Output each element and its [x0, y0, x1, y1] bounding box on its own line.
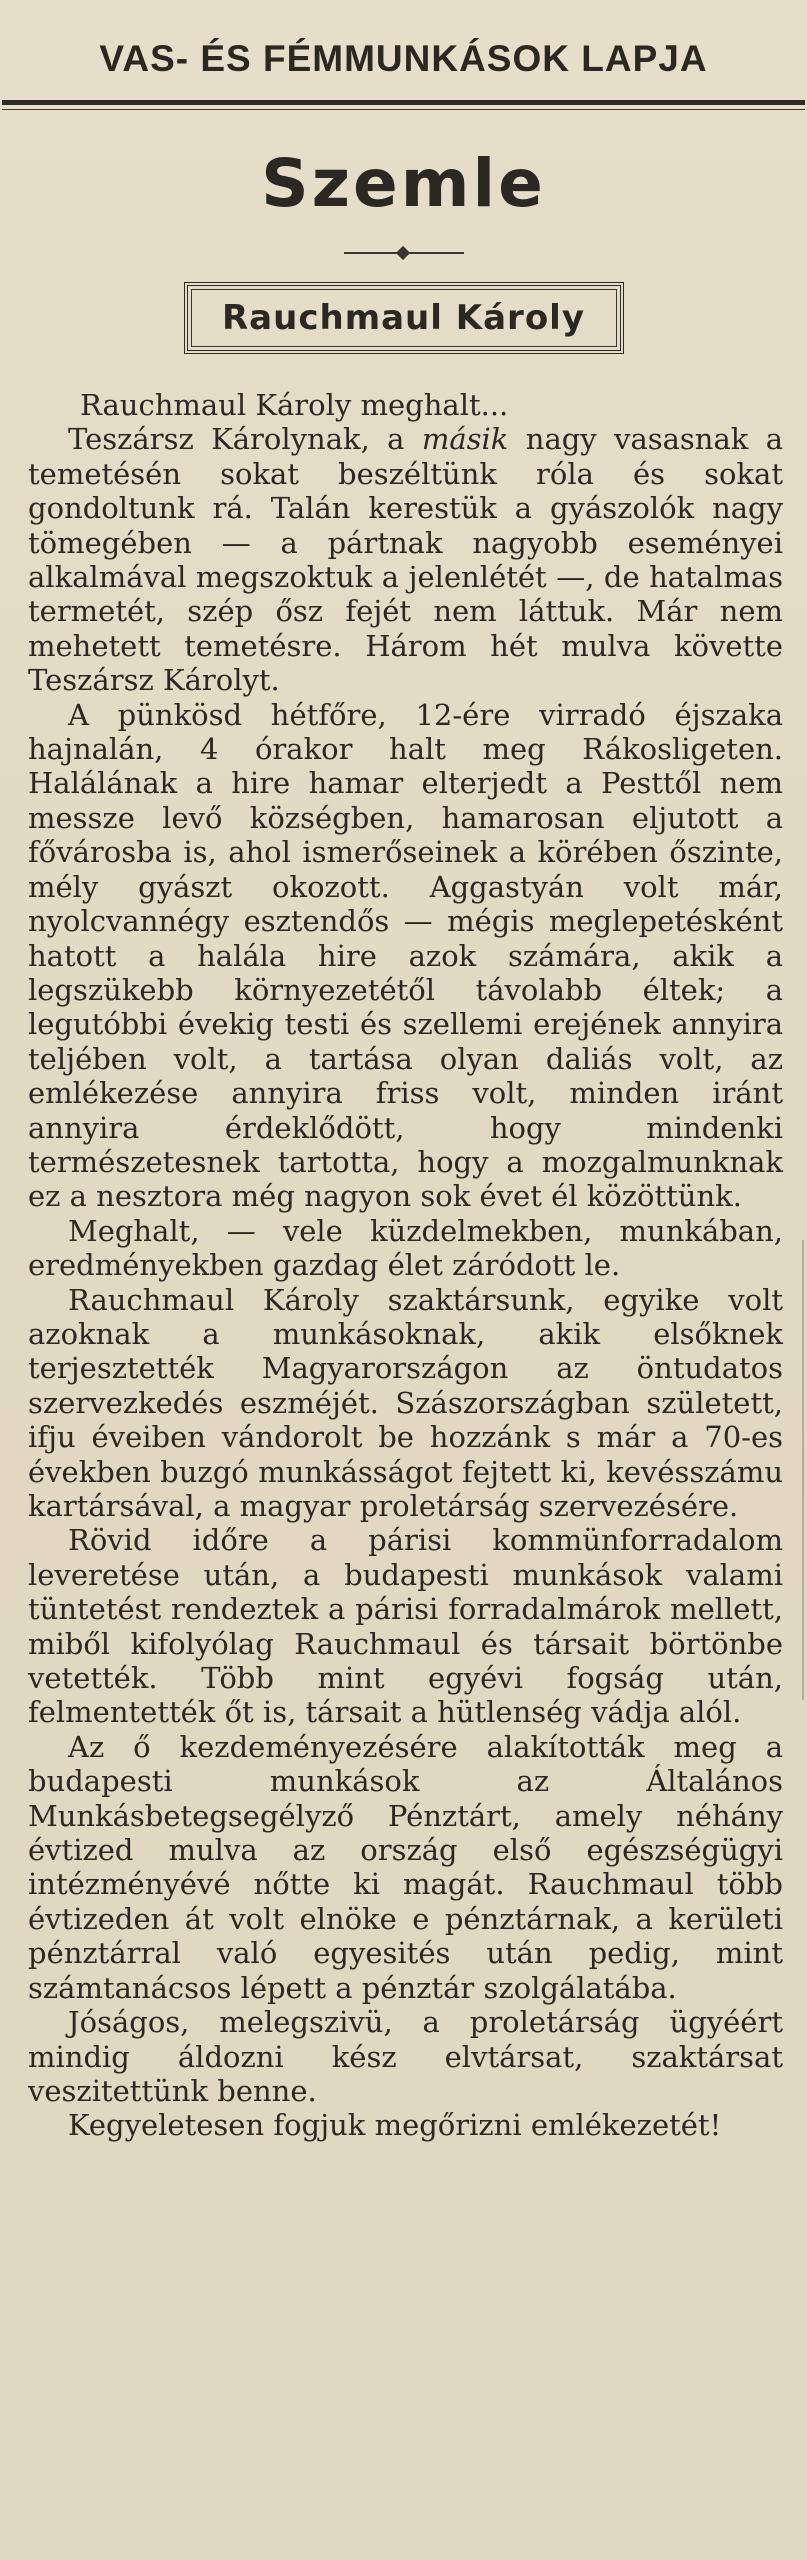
ornament-divider [344, 248, 464, 258]
masthead-title: VAS- ÉS FÉMMUNKÁSOK LAPJA [99, 38, 708, 79]
article-paragraph: Jóságos, melegszivü, a proletárság ügyéért mindig áldozni kész elvtársat, szaktársat veszitettünk benne. [28, 2005, 783, 2108]
article-paragraph: Rauchmaul Károly meghalt... [80, 388, 509, 422]
section-title: Szemle [261, 145, 546, 222]
article-paragraph: Kegyeletesen fogjuk megőrizni emlékezetét! [68, 2108, 722, 2143]
article-paragraph: Rauchmaul Károly szaktársunk, egyike volt azoknak a munkásoknak, akik elsőknek terjesztették Magyarországon az öntudatos szervezkedés eszméjét. Szászországban született, ifju éveiben vándorolt be hozzánk s már a 70-es években buzgó munkásságot fejtett ki, kevésszámu kartársával, a magyar proletárság szervezésére. [28, 1282, 783, 1523]
page-edge-mark [802, 1240, 804, 1700]
article-heading: Rauchmaul Károly [222, 298, 585, 338]
article-heading-box [184, 282, 624, 354]
masthead-rule-thin [2, 109, 805, 110]
article-paragraph: Meghalt, — vele küzdelmekben, munkában, eredményekben gazdag élet záródott le. [28, 1213, 783, 1283]
article-body [28, 388, 783, 2143]
emphasized-word: másik [421, 422, 509, 457]
article-paragraph: Teszársz Károlynak, a másik nagy vasasnak a temetésén sokat beszéltünk róla és sokat gondoltunk rá. Talán kerestük a gyászolók nagy tömegében — a pártnak nagyobb eseményei alkalmával megszoktuk a jelenlétét —, de hatalmas termetét, szép ősz fejét nem láttuk. Már nem mehetett temetésre. Három hét mulva követte Teszársz Károlyt. [28, 422, 783, 698]
masthead-rule [2, 100, 805, 105]
article-paragraph: Az ő kezdeményezésére alakították meg a budapesti munkások az Általános Munkásbetegsegélyző Pénztárt, amely néhány évtized mulva az ország első egészségügyi intézményévé nőtte ki magát. Rauchmaul több évtizeden át volt elnöke e pénztárnak, a kerületi pénztárral való egyesités után pedig, mint számtanácsos lépett a pénztár szolgálatába. [28, 1729, 783, 2005]
article-paragraph: Rövid időre a párisi kommünforradalom leveretése után, a budapesti munkások valami tüntetést rendeztek a párisi forradalmárok mellett, miből kifolyólag Rauchmaul és társait börtönbe vetették. Több mint egyévi fogság után, felmentették őt is, társait a hütlenség vádja alól. [28, 1523, 783, 1730]
article-paragraph: A pünkösd hétfőre, 12-ére virradó éjszaka hajnalán, 4 órakor halt meg Rákosligeten. Halálának a hire hamar elterjedt a Pesttől nem messze levő községben, hamarosan eljutott a fővárosba is, ahol ismerőseinek a körében őszinte, mély gyászt okozott. Aggastyán volt már, nyolcvannégy esztendős — mégis meglepetésként hatott a halála hire azok számára, akik a legszükebb környezetétől távolabb éltek; a legutóbbi évekig testi és szellemi erejének annyira teljében volt, a tartása olyan daliás volt, az emlékezése annyira friss volt, minden iránt annyira érdeklődött, hogy mindenki természetesnek tartotta, hogy a mozgalmunknak ez a nesztora még nagyon sok évet él közöttünk. [28, 697, 783, 1214]
